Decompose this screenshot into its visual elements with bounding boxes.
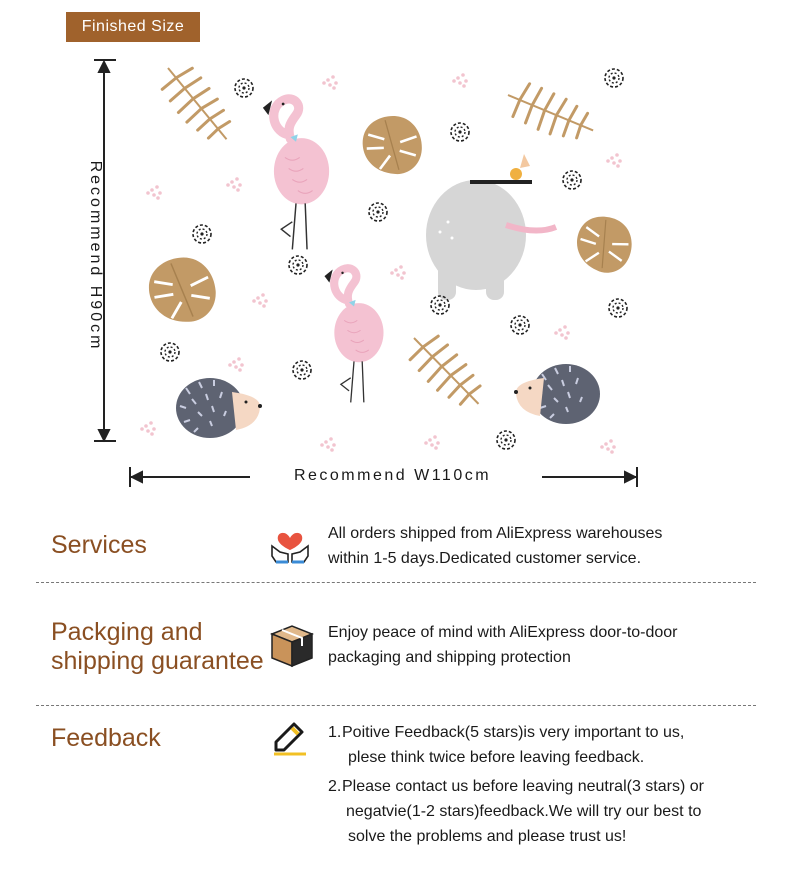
heart-hands-icon <box>268 520 312 564</box>
feedback-title: Feedback <box>51 724 161 752</box>
services-description: All orders shipped from AliExpress warehouses within 1-5 days.Dedicated customer service. <box>328 525 663 567</box>
width-dimension-label: Recommend W110cm <box>293 467 492 484</box>
finished-size-badge: Finished Size <box>66 12 200 42</box>
packaging-title: Packging and shipping guarantee <box>51 618 264 675</box>
feedback-list <box>328 720 704 849</box>
section-divider <box>36 705 756 706</box>
elephant-figure <box>426 154 556 300</box>
pencil-edit-icon <box>270 716 310 756</box>
height-dimension-label: Recommend H90cm <box>87 160 104 351</box>
feedback-item: 1. Poitive Feedback(5 stars)is very important to us, plese think twice before leaving feedback. <box>328 724 685 766</box>
feedback-item: 2. Please contact us before leaving neutral(3 stars) or negatvie(1-2 stars)feedback.We will try our best to solve the problems and please trust us! <box>328 778 704 845</box>
packaging-description: Enjoy peace of mind with AliExpress door-to-door packaging and shipping protection <box>328 624 678 666</box>
section-divider <box>36 582 756 583</box>
services-title: Services <box>51 531 147 559</box>
package-box-icon <box>268 622 314 668</box>
